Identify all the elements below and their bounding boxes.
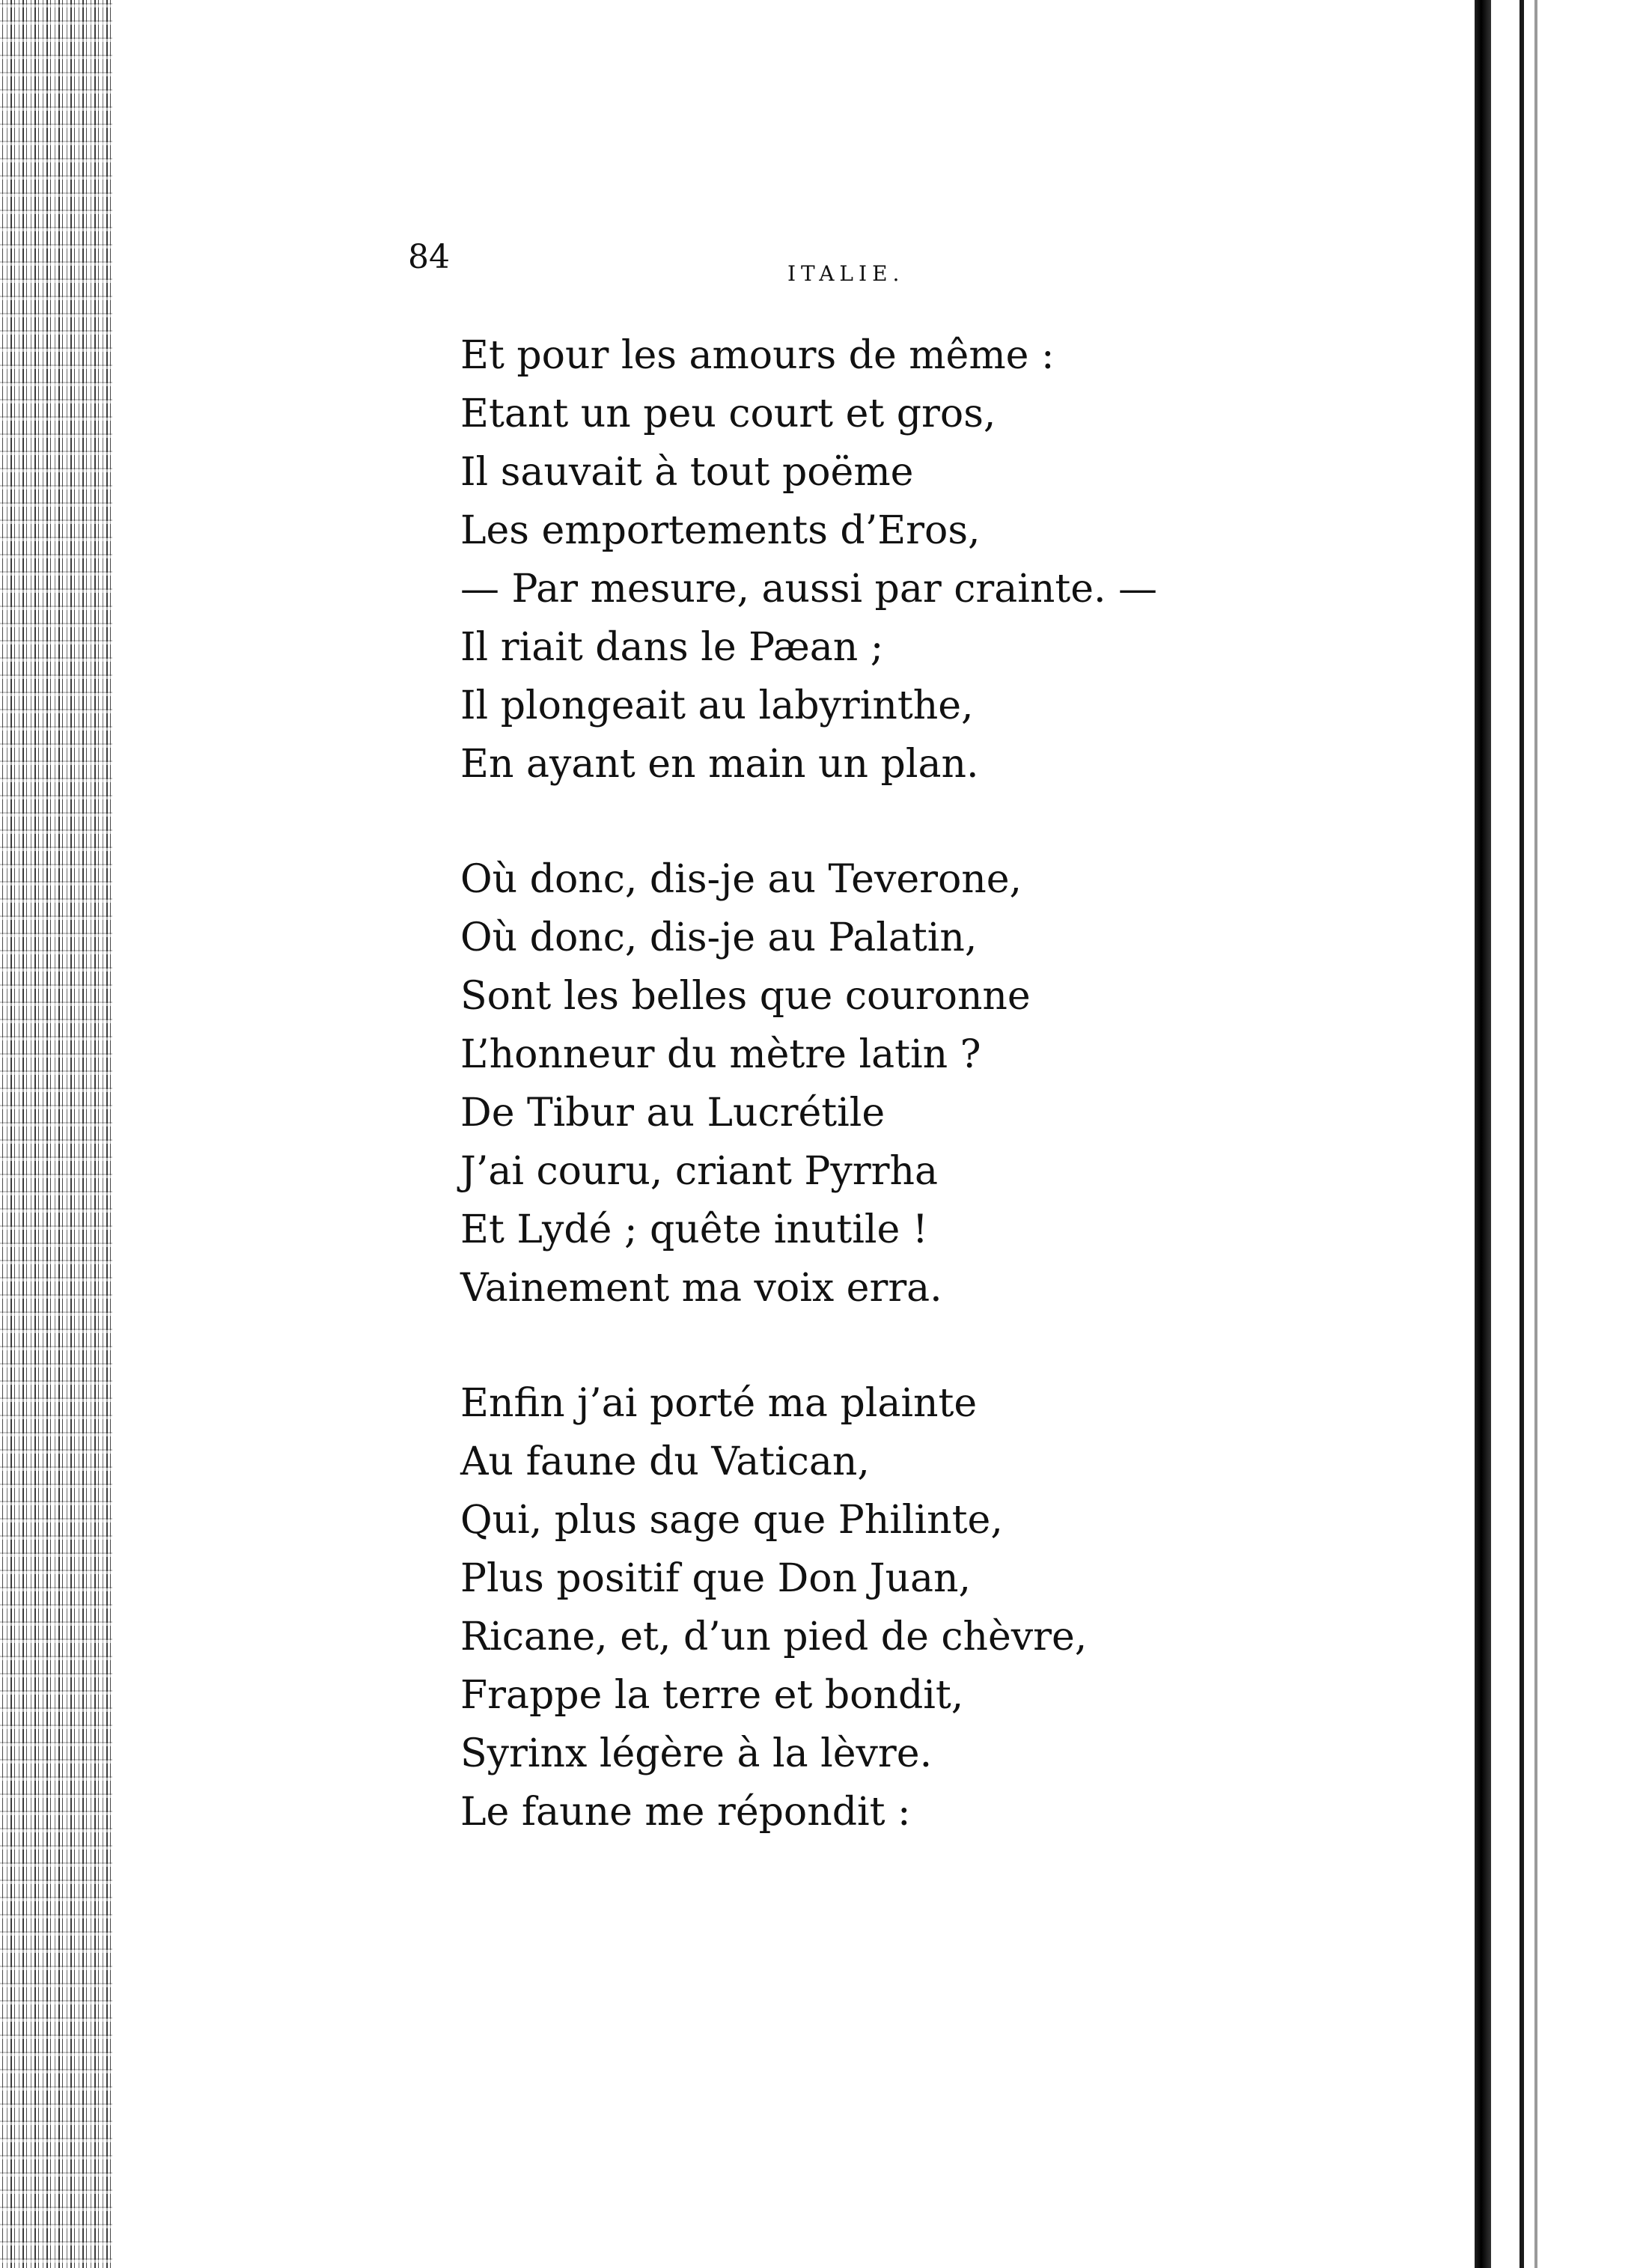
verse-line: Plus positif que Don Juan, (460, 1556, 971, 1601)
right-edge-shadow (1475, 0, 1491, 2268)
stanza-1 (460, 326, 1418, 793)
page-number: 84 (408, 238, 450, 276)
left-page-edge (0, 0, 112, 2268)
poem-text (460, 326, 1418, 1898)
verse-line: De Tibur au Lucrétile (460, 1091, 886, 1135)
verse-line: Etant un peu court et gros, (460, 391, 996, 436)
verse-line: En ayant en main un plan. (460, 742, 979, 787)
verse-line: Syrinx légère à la lèvre. (460, 1731, 933, 1776)
verse-line: Les emportements d’Eros, (460, 508, 981, 553)
verse-line: L’honneur du mètre latin ? (460, 1032, 981, 1077)
verse-line: Frappe la terre et bondit, (460, 1673, 964, 1718)
verse-line: Le faune me répondit : (460, 1790, 911, 1835)
verse-line: Où donc, dis-je au Palatin, (460, 915, 978, 960)
stanza-2 (460, 850, 1418, 1317)
right-edge-line-light (1534, 0, 1537, 2268)
verse-line: Qui, plus sage que Philinte, (460, 1498, 1003, 1543)
verse-line: — Par mesure, aussi par crainte. — (460, 567, 1158, 612)
verse-line: Il sauvait à tout poëme (460, 450, 914, 495)
verse-line: Et pour les amours de même : (460, 333, 1055, 378)
verse-line: Il riait dans le Pæan ; (460, 625, 884, 670)
stanza-3 (460, 1374, 1418, 1841)
right-edge-line (1519, 0, 1524, 2268)
verse-line: Et Lydé ; quête inutile ! (460, 1207, 928, 1252)
verse-line: J’ai couru, criant Pyrrha (460, 1149, 938, 1194)
right-page-edge (1467, 0, 1646, 2268)
verse-line: Vainement ma voix erra. (460, 1266, 942, 1311)
verse-line: Ricane, et, d’un pied de chèvre, (460, 1615, 1088, 1659)
verse-line: Au faune du Vatican, (460, 1439, 870, 1484)
verse-line: Il plongeait au labyrinthe, (460, 683, 974, 728)
verse-line: Enfin j’ai porté ma plainte (460, 1381, 978, 1426)
verse-line: Où donc, dis-je au Teverone, (460, 857, 1022, 902)
verse-line: Sont les belles que couronne (460, 974, 1031, 1019)
running-head: ITALIE. (787, 261, 905, 286)
